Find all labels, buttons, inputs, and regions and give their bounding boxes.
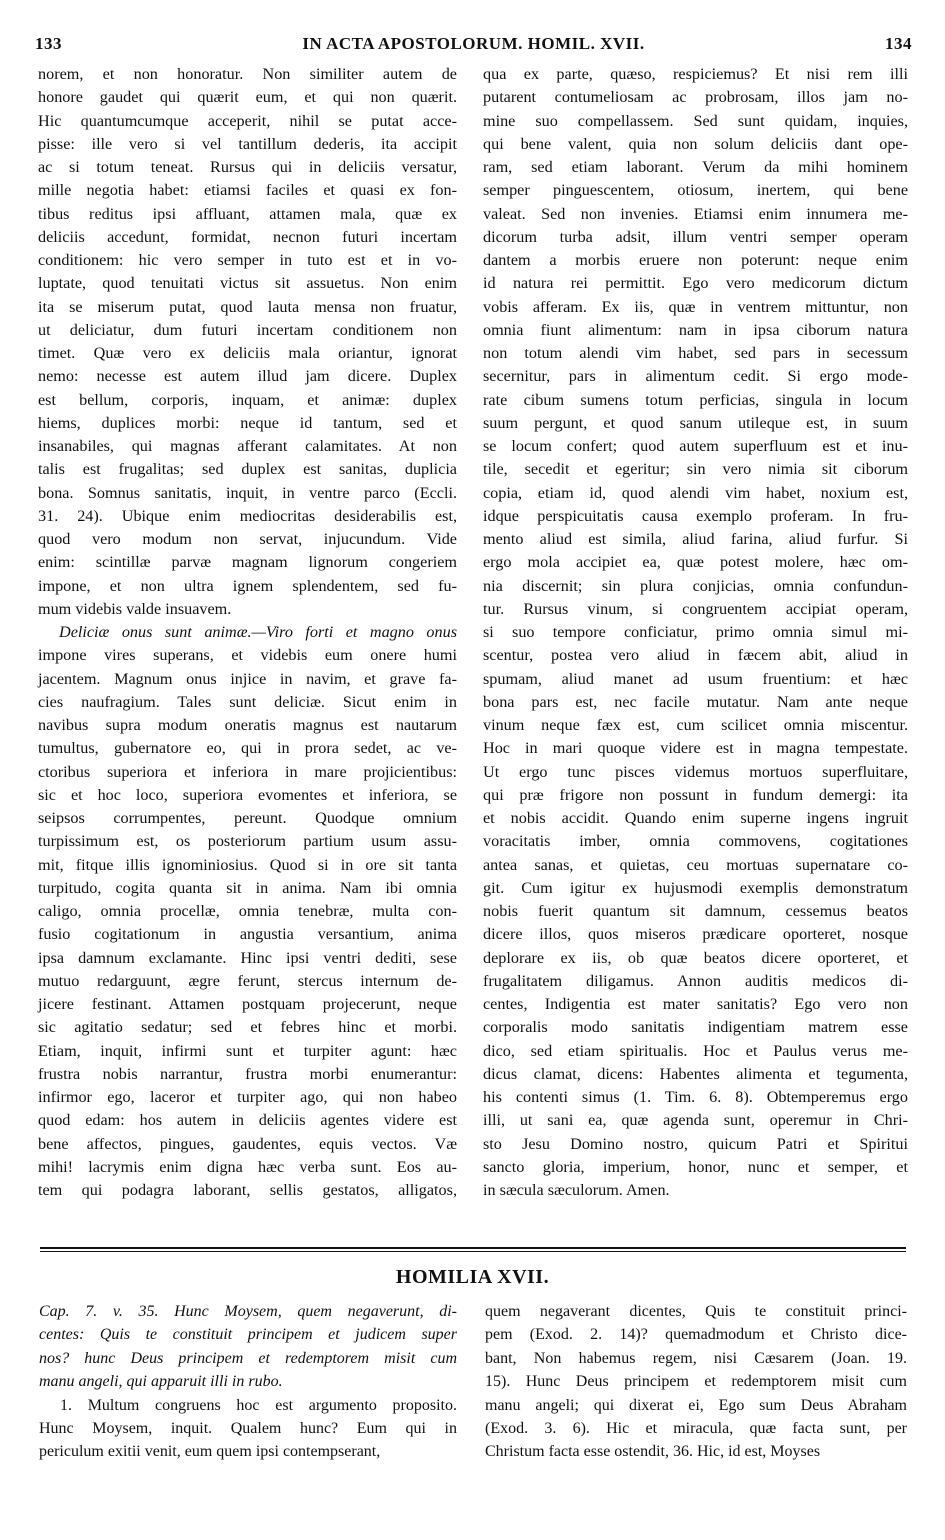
right-column-line: git. Cum igitur ex hujusmodi exemplis demonstratum [483,878,908,897]
left-column-line: Hic quantumcumque acceperit, nihil se putat acce- [38,111,457,130]
right-column-line: antea sanas, et quietas, ceu mortuas supernatare co- [483,855,908,874]
left-column-line: est bellum, corporis, inquam, et animæ: duplex [38,390,457,409]
page-number-right: 134 [885,34,912,53]
left-column-line: Deliciæ onus sunt animæ.—Viro forti et magno onus [59,623,457,641]
right-column-line: his contenti simus (1. Tim. 6. 8). Obtemperemus ergo [483,1088,908,1106]
left-column-line: jicere festinant. Attamen postquam projecerunt, neque [38,995,457,1013]
left-column-line: turpitudo, cogita quanta sit in anima. Nam ibi omnia [38,878,457,897]
right-column-line: centes, Indigentia est mater sanitatis? Ego vero non [483,995,908,1013]
left-column-line: 31. 24). Ubique enim mediocritas desiderabilis est, [38,506,457,525]
left-column-line: sic et hoc loco, superiora evomentes et inferiora, se [38,785,457,804]
right-column-line: tur. Rursus vinum, si congruentem accipiat operam, [483,599,908,618]
left-column-line: bona. Somnus sanitatis, inquit, in ventre parco (Eccli. [38,483,457,502]
left-column-line: conditionem: hic vero semper in tuto est et in vo- [38,251,457,269]
left-column-line: mille negotia habet: etiamsi faciles et quasi ex fon- [38,181,457,200]
left-column-line: turpissimum est, os posteriorum partium usum assu- [38,832,457,851]
left-column-line: mit, fitque illis ignominiosius. Quod si in ore sit tanta [38,855,457,874]
right-column-line: si suo tempore conficiatur, primo omnia simul mi- [483,623,908,641]
right-column-line: omnia fiunt alimentum: nam in ipsa ciborum natura [483,320,908,339]
right-column-line: in sæcula sæculorum. Amen. [483,1181,670,1199]
left-column-line: navibus supra modum oneratis magnus est nautarum [38,716,457,734]
right-column-line: semper pinguescentem, otiosum, inertem, qui bene [483,181,908,200]
left-column-line: enim: scintillæ parvæ magnam lignorum congeriem [38,553,457,572]
bottom-right-line: pem (Exod. 2. 14)? quemadmodum et Christo dice- [485,1326,907,1344]
right-column-line: suum pergunt, et quod sanum utileque est, in suum [483,413,908,432]
left-column-line: tumultus, gubernatore eo, qui in prora sedet, ac ve- [38,739,457,758]
left-column-line: quod edam: hos autem in deliciis agentes videre est [38,1111,457,1130]
bottom-left-line: 1. Multum congruens hoc est argumento proposito. [60,1396,457,1414]
right-column-line: scentur, postea vero aliud in fæcem abit, aliud in [483,646,908,665]
left-column-line: luptate, quod tenuitati victus sit assuetus. Non enim [38,274,457,293]
left-column-line: ctoribus superiora et inferiora in mare projicientibus: [38,762,457,781]
left-column-line: Etiam, inquit, infirmi sunt et turpiter agunt: hæc [38,1041,457,1060]
right-column-line: sto Jesu Domino nostro, quicum Patri et Spiritui [483,1134,908,1153]
left-column-line: pisse: ille vero si vel tantillum dederis, ita accipit [38,134,457,153]
left-column-line: mutuo redarguunt, ægre ferunt, stercus internum de- [38,971,457,990]
left-column-line: talis est frugalitas; sed duplex est sanitas, duplicia [38,460,457,479]
bottom-left-column [39,1300,457,1464]
left-column-line: ut deliciatur, dum futuri incertam conditionem non [38,320,457,339]
right-column-line: vobis afferam. Ex iis, quæ in ventrem mittuntur, non [483,297,908,316]
running-title: IN ACTA APOSTOLORUM. HOMIL. XVII. [302,34,645,53]
right-column-line: et nobis accidit. Quando enim superne ingens ingruit [483,809,908,827]
left-column-line: hiems, duplices morbi: neque id tantum, sed et [38,413,457,432]
left-column-line: impone, et non ultra ignem splendentem, sed fu- [38,576,457,595]
page-number-left: 133 [35,34,62,53]
bottom-right-line: bant, Non habemus regem, nisi Cæsarem (Joan. 19. [485,1349,907,1367]
right-column-line: sancto gloria, imperium, honor, nunc et semper, et [483,1157,908,1176]
section-rule-thin [40,1251,906,1252]
left-column-line: tem qui podagra laborant, sellis gestatos, alligatos, [38,1181,457,1199]
running-head [35,34,912,58]
right-column-line: dico, sed etiam spiritualis. Hoc et Paulus verus me- [483,1041,908,1060]
right-column-line: ram, sed etiam laborant. Verum da mihi hominem [483,158,908,176]
left-column-line: mihi! lacrymis enim digna hæc verba sunt. Eos au- [38,1157,457,1176]
right-column-line: se locum confert; quod autem superfluum est et inu- [483,437,908,455]
left-column-line: fusio cogitationum in angustia versantium, anima [38,925,457,944]
left-column-line: sic agitatio sedatur; sed et febres hinc et morbi. [38,1018,457,1037]
bottom-left-line: periculum exitii venit, eum quem ipsi contempserant, [39,1443,381,1461]
right-column-line: nia discernit; sin plura conjicias, omnia confundun- [483,576,908,595]
right-column-line: corporalis modo sanitatis indigentiam matrem esse [483,1018,908,1037]
left-column-line: cies naufragium. Tales sunt deliciæ. Sicut enim in [38,692,457,711]
homily-title: HOMILIA XVII. [395,1266,550,1288]
left-column-line: tibus reditus ipsi affluant, attamen mala, quæ ex [38,204,457,223]
right-column-line: voracitatis imber, omnia commovens, cogitationes [483,832,908,851]
right-column-line: dicus clamat, dicens: Habentes alimenta et tegumenta, [483,1064,908,1083]
left-column-line: ipsa damnum exclamante. Hinc ipsi ventri dediti, sese [38,948,457,967]
right-column-line: mine suo compellassem. Sed sunt quidam, inquies, [483,111,908,130]
right-column-line: spumam, aliud manet ad usum fruentium: et hæc [483,669,908,688]
left-column-line: quod vero modum non servat, injucundum. Vide [38,530,457,548]
right-column-line: qua ex parte, quæso, respiciemus? Et nisi rem illi [483,65,908,83]
right-column-line: illi, ut sani ea, quæ agenda sunt, operemur in Chri- [483,1111,908,1130]
bottom-right-line: Christum facta esse ostendit, 36. Hic, id est, Moyses [485,1443,821,1461]
bottom-left-line: Hunc Moysem, inquit. Qualem hunc? Eum qui in [39,1420,457,1438]
left-column-line: jacentem. Magnum onus injice in navim, et grave fa- [38,669,457,688]
left-column-line: bene affectos, pingues, gaudentes, equis vectos. Væ [38,1134,457,1153]
left-column-line: nemo: necesse est autem illud jam dicere. Duplex [38,367,457,386]
right-column-line: vinum neque fæx est, cum scilicet omnia miscentur. [483,716,908,734]
left-column-line: norem, et non honoratur. Non similiter autem de [38,65,457,83]
right-column-line: rate cibum sumens totum perficias, singula in locum [483,390,908,409]
bottom-right-line: 15). Hunc Deus principem et redemptorem misit cum [485,1373,907,1391]
right-column-line: qui præ frigore non possunt in fundum demergi: ita [483,785,908,804]
left-column-line: mum videbis valde insuavem. [38,599,232,618]
left-column-line: infirmor ego, laceror et turpiter ago, qui non habeo [38,1088,457,1106]
right-column-line: dantem a morbis eruere non poterunt: neque enim [483,251,908,269]
right-column-line: putarent contumeliosam ac probrosam, illos jam no- [483,88,908,107]
right-column-line: qui bene valent, quia non solum deliciis dant ope- [483,134,908,153]
right-column-line: valeat. Sed non invenies. Etiamsi enim innumera me- [483,204,908,223]
right-column-line: copia, etiam id, quod alendi vim habet, noxium est, [483,483,908,502]
right-column-line: id natura rei permittit. Ego vero medicorum dictum [483,274,908,293]
bottom-left-line: manu angeli, qui apparuit illi in rubo. [39,1373,283,1391]
bottom-right-column [485,1300,907,1464]
bottom-left-line: nos? hunc Deus principem et redemptorem misit cum [39,1349,457,1367]
left-column-line: honore gaudet qui quærit eum, et qui non quærit. [38,88,457,107]
bottom-left-line: centes: Quis te constituit principem et judicem super [39,1326,457,1344]
right-column-line: ergo mola accipiet ea, quæ potest molere, hæc om- [483,553,908,572]
right-column-line: mento aliud est simila, aliud farina, aliud furfur. Si [483,530,908,548]
right-column-line: non totum alendi vim habet, sed pars in secessum [483,344,908,362]
left-column-line: deliciis accedunt, formidat, necnon futuri incertam [38,227,457,246]
right-column-line: idque perspicuitatis causa exemplo proferam. In fru- [483,506,908,525]
right-column [483,63,908,1202]
left-column-line: impone vires superans, et videbis eum onere humi [38,646,457,665]
right-column-line: Ut ergo tunc pisces videmus mortuos superfluitare, [483,762,908,781]
right-column-line: frugalitatem diligamus. Annon auditis medicos di- [483,971,908,990]
section-rule-thick [40,1247,906,1249]
left-column-line: ac si totum teneat. Rursus qui in deliciis versatur, [38,158,457,176]
right-column-line: dicere illos, quos miseros prædicare oporteret, nosque [483,925,908,944]
left-column-line: insanabiles, qui magnas afferant calamitates. At non [38,437,457,455]
bottom-right-line: (Exod. 3. 6). Hic et miracula, quæ facta sunt, per [485,1420,907,1438]
left-column-line: ita se miserum putat, quod lauta mensa non fruatur, [38,297,457,316]
right-column-line: dicorum turba adsit, illum ventri semper operam [483,227,908,246]
bottom-right-line: manu angeli; qui dixerat ei, Ego sum Deus Abraham [485,1396,907,1414]
right-column-line: tile, secedit et egeritur; sin vero nimia sit ciborum [483,460,908,479]
right-column-line: nobis fuerit quantum sit damnum, cessemus beatos [483,902,908,920]
right-column-line: deplorare ex iis, ob quæ beatos dicere oporteret, et [483,948,908,967]
bottom-right-line: quem negaverant dicentes, Quis te constituit princi- [485,1303,907,1320]
left-column [38,63,457,1202]
bottom-left-line: Cap. 7. v. 35. Hunc Moysem, quem negaverunt, di- [39,1303,457,1320]
left-column-line: seipsos corrumpentes, pereunt. Quodque omnium [38,809,457,827]
left-column-line: timet. Quæ vero ex deliciis mala oriantur, ignorat [38,344,457,362]
left-column-line: caligo, omnia procellæ, omnia tenebræ, multa con- [38,902,457,920]
left-column-line: frustra nobis narrantur, frustra morbi enumerantur: [38,1064,457,1083]
right-column-line: bona pars est, nec facile mutatur. Nam ante neque [483,692,908,711]
right-column-line: secernitur, pars in alimentum cedit. Si ergo mode- [483,367,908,386]
right-column-line: Hoc in mari quoque videre est in magna tempestate. [483,739,908,758]
